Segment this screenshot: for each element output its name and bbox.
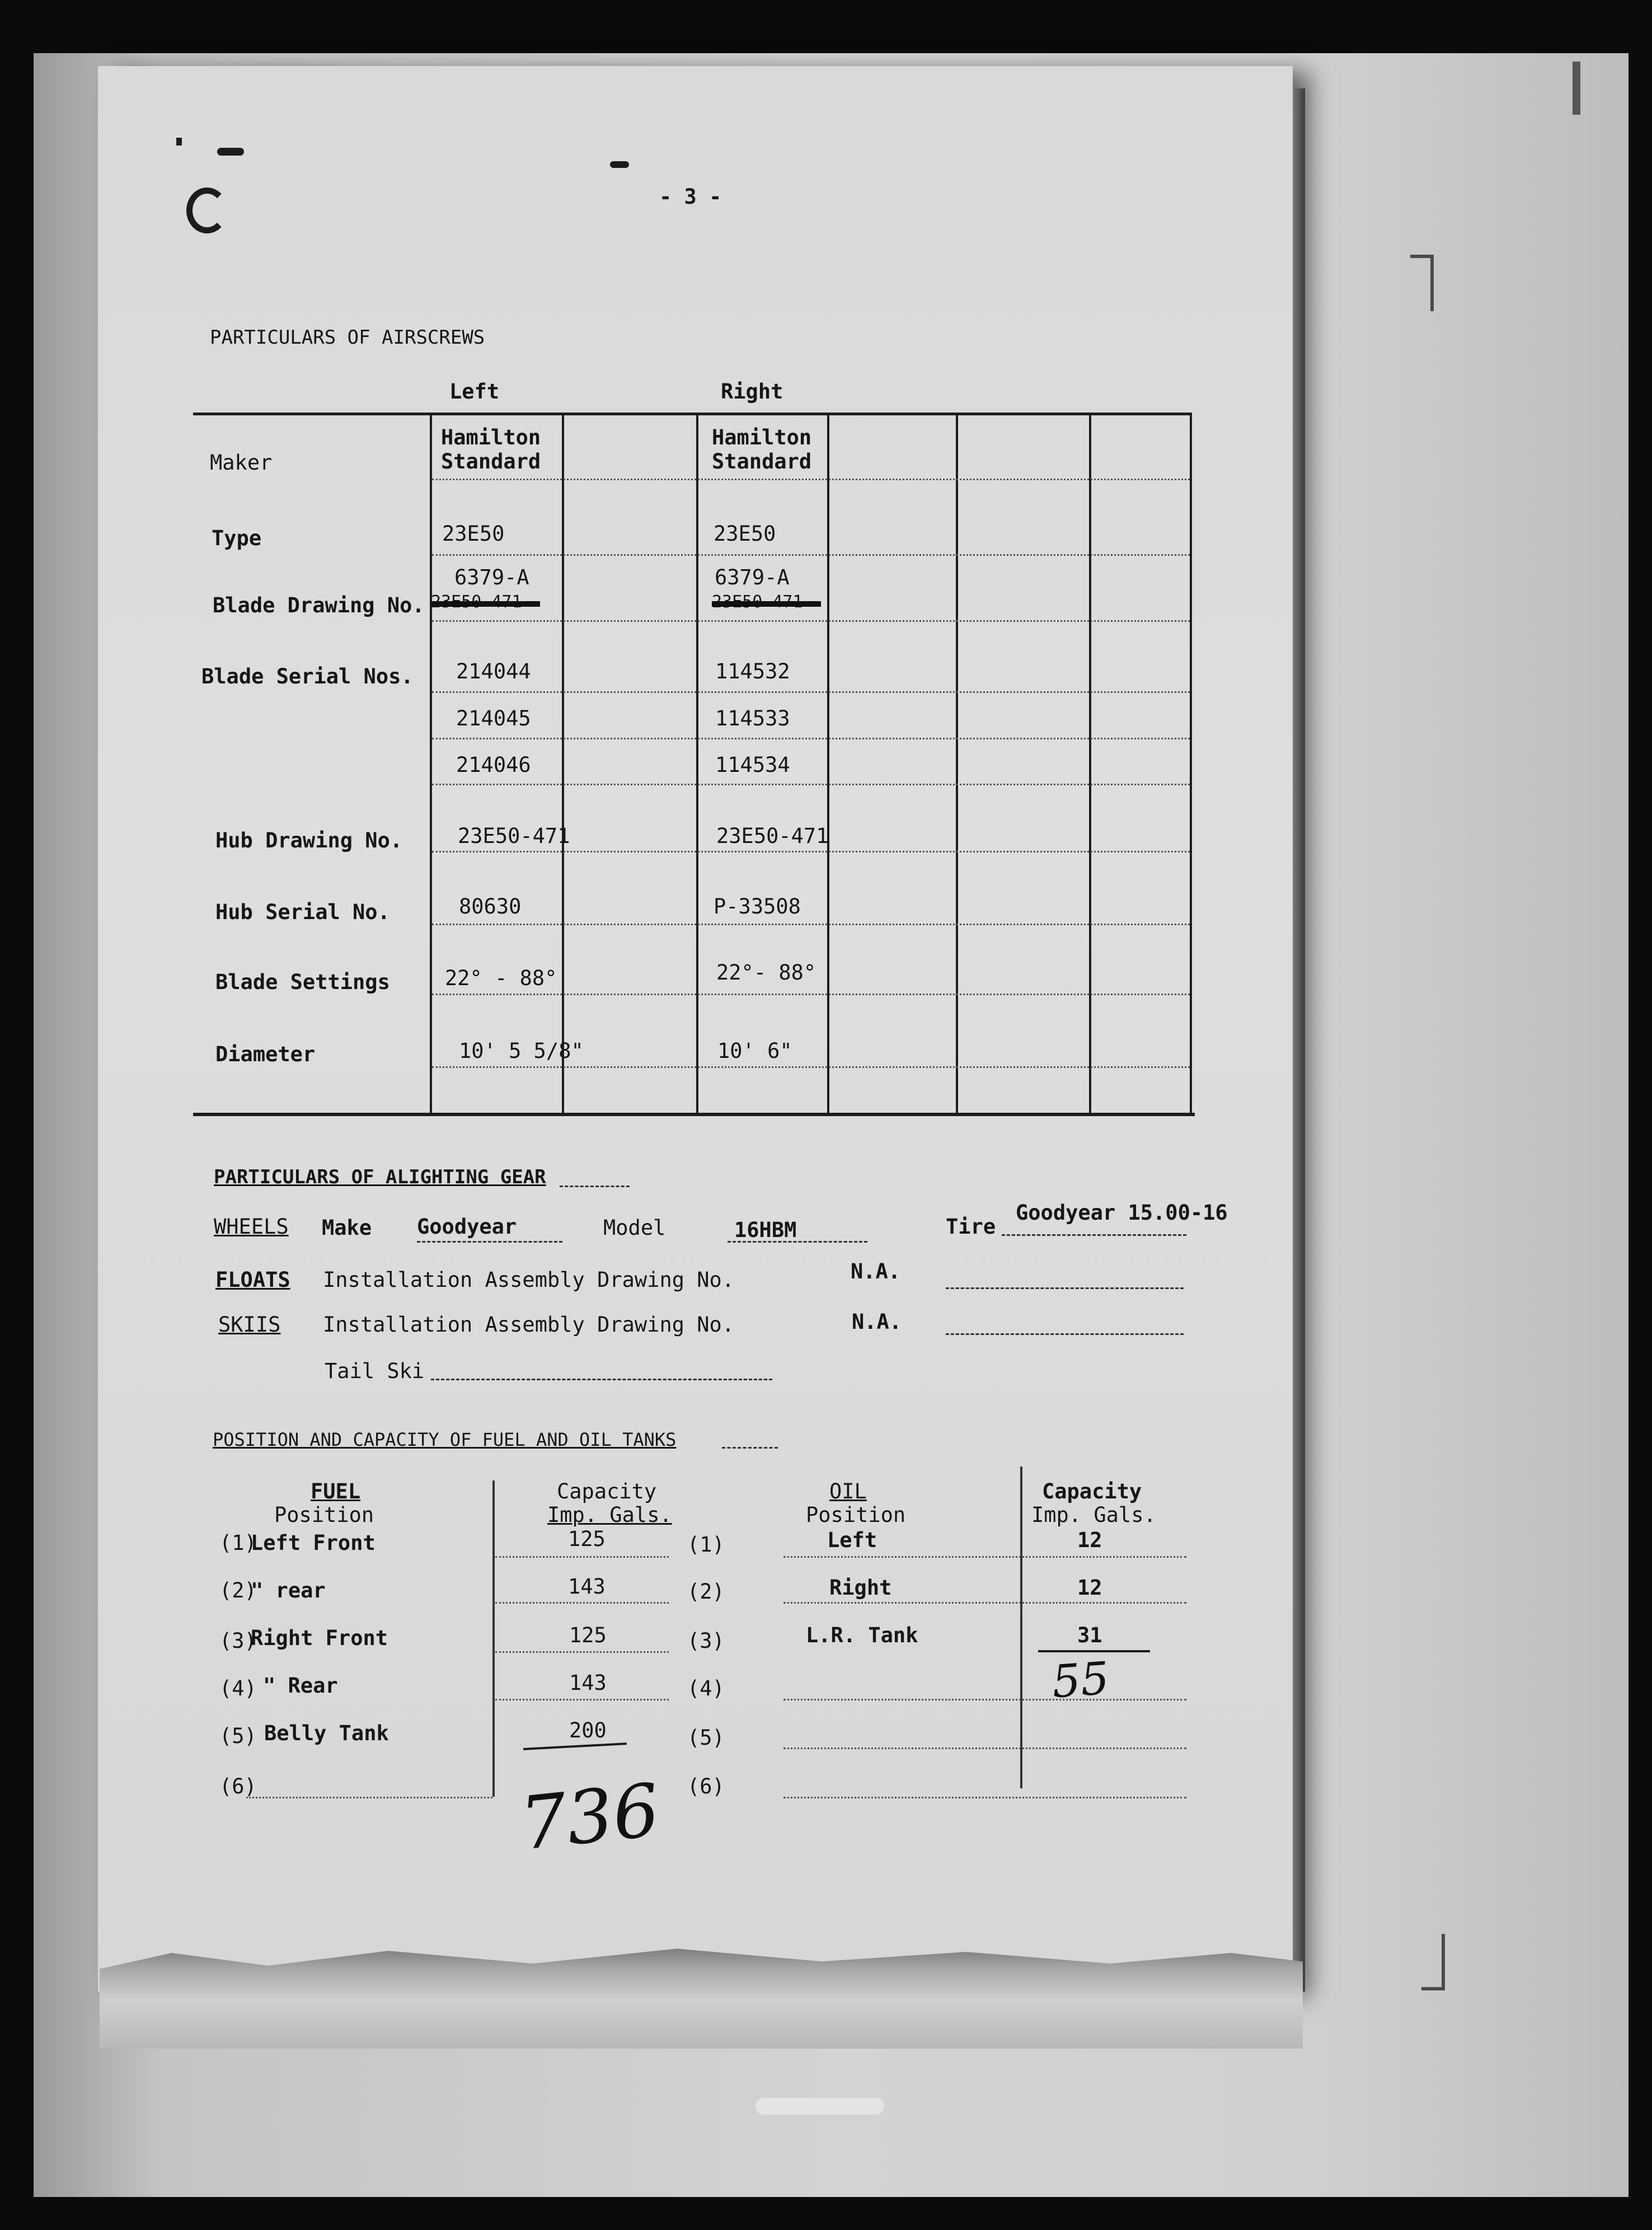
left-diameter: 10' 5 5/8" — [459, 1039, 584, 1063]
fuel-num-2: (2) — [219, 1578, 257, 1603]
oil-row-line — [783, 1699, 1186, 1700]
ink-smudge — [186, 188, 228, 233]
label-blade-serial: Blade Serial Nos. — [201, 664, 414, 688]
tanks-vline — [492, 1481, 495, 1797]
fuel-row-line — [495, 1699, 669, 1700]
alighting-heading: PARTICULARS OF ALIGHTING GEAR — [214, 1166, 546, 1188]
floats-blank-line — [946, 1287, 1184, 1289]
fuel-row-line — [495, 1556, 669, 1558]
oil-cap-1: 12 — [1077, 1528, 1102, 1552]
fuel-cap-1: 125 — [568, 1527, 606, 1551]
document-page — [98, 66, 1293, 1992]
right-maker-1: Hamilton — [712, 425, 812, 449]
oil-cap-2: 12 — [1077, 1576, 1102, 1600]
table-vline — [956, 413, 958, 1115]
oil-row-line — [783, 1556, 1186, 1558]
tire-blank-line — [1002, 1234, 1186, 1236]
left-maker-2: Standard — [441, 449, 541, 474]
fuel-num-6: (6) — [219, 1774, 257, 1798]
ink-smudge — [217, 148, 244, 156]
fuel-position-label: Position — [274, 1503, 374, 1527]
heading-rule — [560, 1186, 630, 1187]
oil-row-line — [783, 1748, 1186, 1749]
oil-units-label: Imp. Gals. — [1031, 1503, 1156, 1527]
left-blade-drawing: 6379-A — [454, 565, 529, 589]
make-label: Make — [322, 1216, 372, 1240]
tail-ski-blank-line — [431, 1379, 772, 1380]
fuel-pos-1: Left Front — [251, 1531, 376, 1555]
page-number: - 3 - — [659, 185, 722, 209]
film-damage-smudge — [755, 2098, 884, 2115]
right-type: 23E50 — [714, 522, 776, 546]
floats-label: FLOATS — [215, 1268, 290, 1292]
oil-num-5: (5) — [687, 1726, 725, 1750]
tanks-vline — [1020, 1467, 1022, 1788]
left-blade-settings: 22° - 88° — [445, 966, 557, 990]
table-vline — [562, 413, 564, 1115]
label-hub-serial: Hub Serial No. — [215, 900, 390, 924]
fuel-cap-5: 200 — [569, 1718, 607, 1742]
fuel-cap-2: 143 — [568, 1575, 606, 1599]
handwritten-fuel-total: 736 — [516, 1767, 664, 1867]
airscrews-heading: PARTICULARS OF AIRSCREWS — [210, 326, 485, 349]
fuel-row-line — [246, 1797, 492, 1798]
table-top-border — [193, 413, 1192, 415]
fuel-row-line — [495, 1651, 669, 1653]
model-label: Model — [603, 1216, 666, 1240]
right-blade-drawing: 6379-A — [715, 565, 790, 589]
col-right-header: Right — [721, 380, 783, 404]
right-maker-2: Standard — [712, 449, 812, 474]
oil-row-line — [783, 1602, 1186, 1604]
fuel-pos-2: " rear — [251, 1578, 326, 1603]
row-divider — [432, 554, 1190, 556]
oil-label: OIL — [829, 1479, 867, 1503]
table-vline — [1089, 413, 1091, 1115]
table-bottom-border — [193, 1113, 1195, 1116]
fuel-pos-3: Right Front — [251, 1626, 388, 1650]
row-divider — [432, 851, 1190, 852]
oil-pos-2: Right — [829, 1576, 892, 1600]
fuel-num-4: (4) — [219, 1676, 257, 1700]
right-hub-serial: P-33508 — [714, 894, 801, 919]
model-blank-line — [728, 1241, 867, 1243]
strike-through — [431, 601, 540, 607]
handwritten-oil-total: 55 — [1050, 1652, 1111, 1708]
right-blade-settings: 22°- 88° — [716, 961, 816, 985]
right-serial-1: 114532 — [715, 659, 790, 683]
oil-row-line — [783, 1797, 1186, 1798]
right-serial-3: 114534 — [715, 753, 790, 777]
model-value: 16HBM — [734, 1218, 797, 1242]
left-hub-drawing: 23E50-471 — [458, 824, 570, 848]
oil-num-4: (4) — [687, 1676, 725, 1700]
fuel-units-label: Imp. Gals. — [547, 1503, 672, 1527]
row-divider — [432, 691, 1190, 693]
label-maker: Maker — [210, 451, 273, 475]
label-blade-settings: Blade Settings — [215, 970, 390, 994]
corner-mark-bottom — [1421, 1934, 1445, 1990]
skis-label: SKIIS — [218, 1313, 281, 1337]
fuel-cap-3: 125 — [569, 1623, 607, 1647]
fuel-num-5: (5) — [219, 1724, 257, 1748]
oil-num-6: (6) — [687, 1774, 725, 1798]
left-serial-1: 214044 — [456, 659, 531, 683]
row-divider — [432, 784, 1190, 785]
fuel-num-3: (3) — [219, 1629, 257, 1653]
oil-position-label: Position — [806, 1503, 906, 1527]
fuel-pos-4: " Rear — [263, 1674, 338, 1698]
make-value: Goodyear — [417, 1215, 517, 1239]
oil-cap-3: 31 — [1077, 1623, 1102, 1647]
oil-num-2: (2) — [687, 1580, 725, 1604]
fuel-cap-4: 143 — [569, 1671, 607, 1695]
row-divider — [432, 994, 1190, 995]
fuel-label: FUEL — [311, 1479, 361, 1503]
floats-install-label: Installation Assembly Drawing No. — [323, 1268, 735, 1292]
label-type: Type — [212, 526, 262, 550]
skis-value: N.A. — [852, 1310, 902, 1334]
table-vline — [1190, 413, 1192, 1115]
table-vline — [430, 413, 432, 1115]
strike-through — [712, 601, 821, 607]
wheels-label: WHEELS — [214, 1215, 289, 1239]
table-vline — [827, 413, 829, 1115]
tire-label: Tire — [946, 1215, 996, 1239]
oil-pos-3: L.R. Tank — [806, 1623, 918, 1647]
oil-pos-1: Left — [827, 1528, 877, 1552]
oil-total-rule — [1038, 1650, 1150, 1652]
right-diameter: 10' 6" — [717, 1039, 792, 1063]
fuel-capacity-label: Capacity — [557, 1479, 657, 1503]
skis-install-label: Installation Assembly Drawing No. — [323, 1313, 735, 1337]
right-serial-2: 114533 — [715, 706, 790, 730]
tanks-heading: POSITION AND CAPACITY OF FUEL AND OIL TANKS — [213, 1429, 677, 1450]
row-divider — [432, 479, 1190, 480]
oil-num-1: (1) — [687, 1533, 725, 1557]
tail-ski-label: Tail Ski — [325, 1359, 425, 1383]
col-left-header: Left — [449, 380, 500, 404]
ink-smudge — [176, 138, 182, 146]
left-serial-2: 214045 — [456, 706, 531, 730]
row-divider — [432, 620, 1190, 622]
row-divider — [432, 924, 1190, 925]
left-hub-serial: 80630 — [459, 894, 522, 919]
left-type: 23E50 — [442, 522, 505, 546]
skis-blank-line — [946, 1333, 1184, 1335]
label-blade-drawing: Blade Drawing No. — [213, 593, 425, 617]
label-hub-drawing: Hub Drawing No. — [215, 828, 403, 852]
fuel-pos-5: Belly Tank — [264, 1721, 389, 1745]
table-vline — [696, 413, 698, 1115]
top-right-tick — [1573, 62, 1580, 115]
left-serial-3: 214046 — [456, 753, 531, 777]
floats-value: N.A. — [851, 1259, 901, 1283]
fuel-row-line — [495, 1602, 669, 1604]
row-divider — [432, 738, 1190, 739]
right-hub-drawing: 23E50-471 — [716, 824, 829, 848]
ink-smudge — [610, 161, 629, 168]
row-divider — [432, 1066, 1190, 1068]
oil-num-3: (3) — [687, 1629, 725, 1653]
oil-capacity-label: Capacity — [1042, 1479, 1142, 1503]
left-maker-1: Hamilton — [441, 425, 541, 449]
heading-rule — [722, 1447, 778, 1449]
make-blank-line — [417, 1241, 562, 1243]
tire-value: Goodyear 15.00-16 — [1016, 1201, 1228, 1225]
fuel-num-1: (1) — [219, 1531, 257, 1555]
corner-mark-top — [1410, 255, 1434, 311]
label-diameter: Diameter — [215, 1042, 316, 1066]
